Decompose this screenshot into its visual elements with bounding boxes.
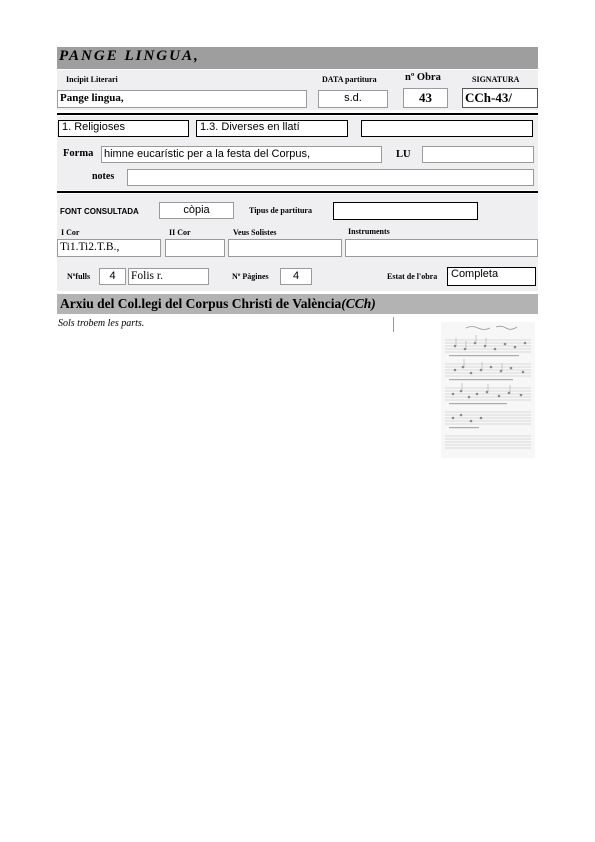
iicor-label: II Cor <box>169 228 191 237</box>
category-1-field[interactable]: 1. Religioses <box>58 120 189 137</box>
icor-field[interactable]: Ti1.Ti2.T.B., <box>57 239 161 257</box>
npagines-label: Nº Pàgines <box>232 272 269 281</box>
icor-label: I Cor <box>61 228 80 237</box>
estat-field[interactable]: Completa <box>447 267 536 286</box>
nfulls-label: Nºfulls <box>67 272 91 281</box>
obra-label: nº Obra <box>405 72 441 83</box>
archive-name <box>60 296 376 312</box>
solistes-field[interactable] <box>228 239 342 257</box>
score-image <box>441 322 535 458</box>
notes-field[interactable] <box>127 169 534 186</box>
archive-name-text: Arxiu del Col.legi del Corpus Christi de València <box>60 296 342 311</box>
data-label: DATA partitura <box>322 75 377 84</box>
score-thumbnail <box>441 322 535 458</box>
tipus-partitura-field[interactable] <box>333 202 478 220</box>
category-3-field[interactable] <box>361 120 533 137</box>
font-consultada-field[interactable]: còpia <box>159 202 234 219</box>
tipus-partitura-label: Tipus de partitura <box>249 206 312 215</box>
lu-label: LU <box>396 149 411 160</box>
data-field[interactable]: s.d. <box>318 90 388 108</box>
instruments-label: Instruments <box>348 227 390 236</box>
iicor-field[interactable] <box>165 239 225 257</box>
obra-field[interactable]: 43 <box>403 88 448 108</box>
work-title: PANGE LINGUA, <box>59 48 200 64</box>
archive-code: (CCh) <box>341 296 376 311</box>
forma-field[interactable]: himne eucarístic per a la festa del Corpus, <box>101 146 382 163</box>
estat-label: Estat de l'obra <box>387 272 438 281</box>
divider <box>57 113 538 115</box>
forma-label: Forma <box>63 148 94 159</box>
nfulls-field[interactable]: 4 <box>99 268 126 285</box>
lu-field[interactable] <box>422 146 534 163</box>
solistes-label: Veus Solistes <box>233 228 277 237</box>
column-separator <box>393 317 394 332</box>
category-2-field[interactable]: 1.3. Diverses en llatí <box>196 120 348 137</box>
incipit-label: Incipit Literari <box>66 75 118 84</box>
divider <box>57 191 538 193</box>
folis-field[interactable]: Folis r. <box>128 268 209 285</box>
font-consultada-label: FONT CONSULTADA <box>60 207 139 216</box>
observation-note: Sols trobem les parts. <box>58 318 145 329</box>
signatura-field[interactable]: CCh-43/ <box>462 88 538 108</box>
npagines-field[interactable]: 4 <box>280 268 312 285</box>
notes-label: notes <box>92 171 115 182</box>
instruments-field[interactable] <box>345 239 538 257</box>
incipit-field[interactable]: Pange lingua, <box>57 90 307 108</box>
signatura-label: SIGNATURA <box>472 75 520 84</box>
